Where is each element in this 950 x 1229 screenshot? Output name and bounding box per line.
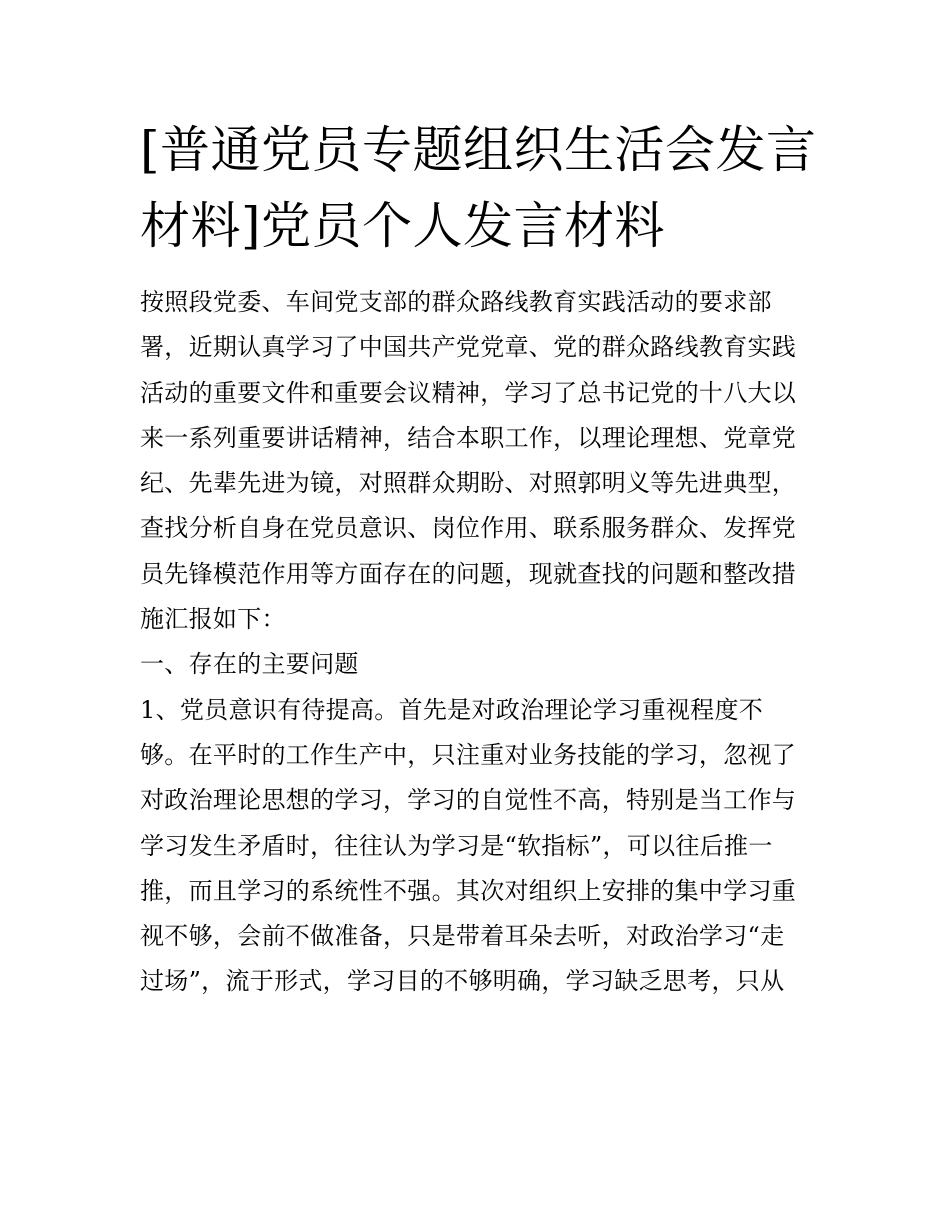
body-line: 按照段党委、车间党支部的群众路线教育实践活动的要求部 [140,288,772,316]
section-heading: 一、存在的主要问题 [140,650,359,679]
body-line: 活动的重要文件和重要会议精神，学习了总书记党的十八大以 [140,378,797,407]
body-line: 署，近期认真学习了中国共产党党章、党的群众路线教育实践 [140,333,797,362]
body-line: 过场”，流于形式，学习目的不够明确，学习缺乏思考，只从 [140,967,785,996]
body-line: 查找分析自身在党员意识、岗位作用、联系服务群众、发挥党 [140,514,797,543]
body-line: 推，而且学习的系统性不强。其次对组织上安排的集中学习重 [140,876,797,905]
body-line: 视不够，会前不做准备，只是带着耳朵去听，对政治学习“走 [140,922,785,951]
body-line: 施汇报如下： [140,605,286,634]
body-line: 学习发生矛盾时，往往认为学习是“软指标”，可以往后推一 [140,831,773,860]
title-line: [普通党员专题组织生活会发言 [140,121,817,179]
body-line: 对政治理论思想的学习，学习的自觉性不高，特别是当工作与 [140,786,797,815]
body-line: 1、党员意识有待提高。首先是对政治理论学习重视程度不 [140,695,764,724]
title-line: 材料]党员个人发言材料 [140,197,666,255]
body-line: 来一系列重要讲话精神，结合本职工作，以理论理想、党章党 [140,423,797,452]
body-line: 够。在平时的工作生产中，只注重对业务技能的学习，忽视了 [140,740,797,769]
body-line: 纪、先辈先进为镜，对照群众期盼、对照郭明义等先进典型， [140,469,797,498]
document-title [140,112,820,264]
document-body [140,282,820,1007]
body-line: 员先锋模范作用等方面存在的问题，现就查找的问题和整改措 [140,559,797,588]
